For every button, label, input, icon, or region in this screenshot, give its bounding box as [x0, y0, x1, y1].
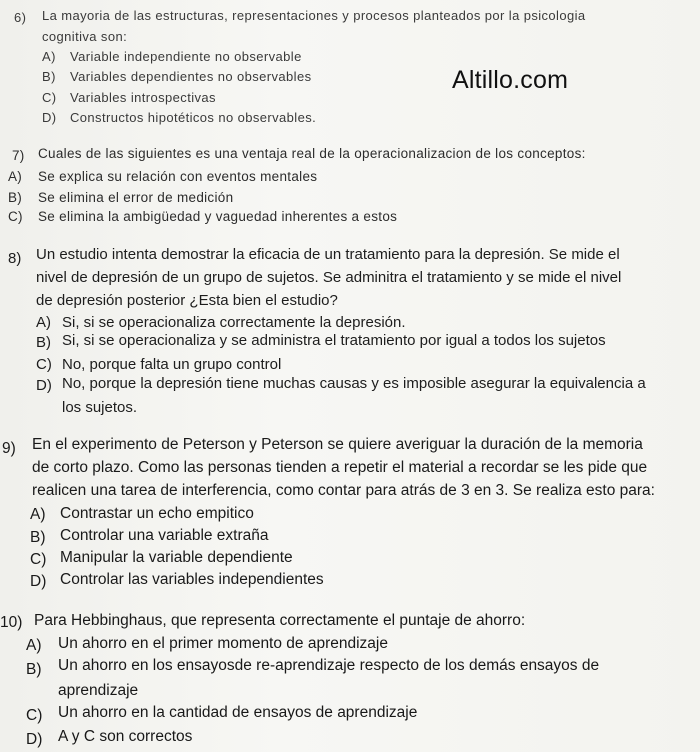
question-number: 9)	[2, 440, 16, 457]
option-text: Constructos hipotéticos no observables.	[70, 110, 317, 125]
question-number: 8)	[8, 250, 22, 267]
option-text: Variables introspectivas	[70, 90, 216, 105]
question-text-line: La mayoria de las estructuras, representaciones y procesos planteados por la psicologia	[42, 8, 586, 23]
watermark-text: Altillo.com	[452, 66, 569, 94]
option-letter: D)	[36, 377, 52, 394]
question-text-line: de depresión posterior ¿Esta bien el estudio?	[36, 292, 338, 309]
option-text: Variable independiente no observable	[70, 49, 302, 64]
option-letter: D)	[42, 110, 57, 125]
question-text-line: Un estudio intenta demostrar la eficacia de un tratamiento para la depresión. Se mide el	[36, 246, 620, 263]
option-text: Un ahorro en la cantidad de ensayos de aprendizaje	[58, 704, 418, 721]
option-letter: C)	[8, 209, 23, 224]
option-letter: B)	[30, 529, 46, 546]
option-text: Se elimina la ambigüedad y vaguedad inherentes a estos	[38, 209, 398, 224]
option-text-continued: aprendizaje	[58, 682, 139, 699]
option-letter: C)	[42, 90, 57, 105]
option-text: Manipular la variable dependiente	[60, 549, 293, 566]
option-text: Contrastar un echo empitico	[60, 505, 254, 522]
option-letter: D)	[26, 731, 43, 748]
option-letter: B)	[8, 190, 23, 205]
option-text: Un ahorro en los ensayosde re-aprendizaje respecto de los demás ensayos de	[58, 657, 600, 674]
option-letter: A)	[8, 169, 23, 184]
option-text: Se elimina el error de medición	[38, 190, 234, 205]
option-text: Controlar las variables independientes	[60, 571, 324, 588]
question-text-line: de corto plazo. Como las personas tienden a repetir el material a recordar se les pide que	[32, 459, 648, 476]
option-letter: A)	[30, 506, 46, 523]
option-text: Si, si se operacionaliza y se administra el tratamiento por igual a todos los sujetos	[62, 332, 606, 349]
question-number: 7)	[12, 148, 25, 163]
question-number: 10)	[0, 614, 23, 631]
option-letter: B)	[42, 69, 56, 84]
option-text: No, porque falta un grupo control	[62, 356, 282, 373]
question-text-line: cognitiva son:	[42, 29, 128, 44]
option-letter: A)	[36, 314, 51, 331]
option-text: Si, si se operacionaliza correctamente la depresión.	[62, 314, 406, 331]
option-text: Se explica su relación con eventos mentales	[38, 169, 318, 184]
option-letter: A)	[42, 49, 56, 64]
option-letter: B)	[26, 661, 42, 678]
question-text-line: Cuales de las siguientes es una ventaja real de la operacionalizacion de los conceptos:	[38, 146, 586, 161]
option-text: No, porque la depresión tiene muchas causas y es imposible asegurar la equivalencia a	[62, 375, 646, 392]
option-text: Un ahorro en el primer momento de aprendizaje	[58, 635, 388, 652]
question-text-line: Para Hebbinghaus, que representa correctamente el puntaje de ahorro:	[34, 612, 526, 629]
question-text-line: En el experimento de Peterson y Peterson se quiere averiguar la duración de la memoria	[32, 436, 643, 453]
option-text: Controlar una variable extraña	[60, 527, 269, 544]
question-number: 6)	[14, 10, 27, 25]
option-letter: C)	[36, 356, 52, 373]
question-text-line: realicen una tarea de interferencia, como contar para atrás de 3 en 3. Se realiza esto para:	[32, 482, 655, 499]
option-text: Variables dependientes no observables	[70, 69, 312, 84]
option-letter: B)	[36, 334, 51, 351]
option-letter: D)	[30, 573, 47, 590]
option-letter: C)	[30, 551, 47, 568]
option-letter: C)	[26, 707, 43, 724]
option-text-continued: los sujetos.	[62, 399, 138, 416]
option-text: A y C son correctos	[58, 728, 193, 745]
option-letter: A)	[26, 637, 42, 654]
question-text-line: nivel de depresión de un grupo de sujetos. Se adminitra el tratamiento y se mide el nivel	[36, 269, 622, 286]
